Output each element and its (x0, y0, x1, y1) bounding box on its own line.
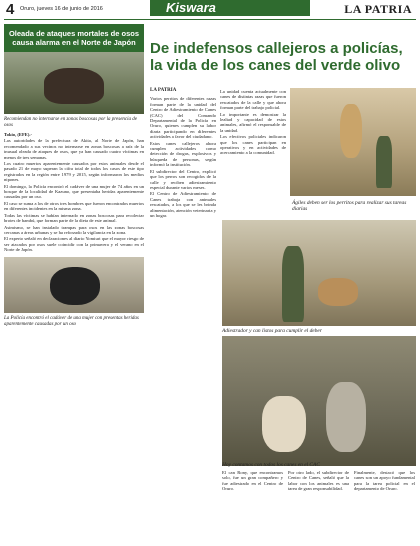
sidebar-headline: Oleada de ataques mortales de osos causa alarma en el Norte de Japón (4, 24, 144, 52)
article-paragraph: La unidad cuenta actualmente con canes de distintas razas que fueron rescatados de la calle y que ahora forman parte del trabajo policial. (220, 89, 286, 111)
sidebar-paragraph: Los cuatro muertos aparentemente causados por estos animales desde el pasado 21 de mayo superan la cifra total de todos los casos de este tipo registrados en la región entre 1979 y 2015, según informaron los medios nipones. (4, 161, 144, 183)
article-paragraph: El subdirector del Centro, explicó que los perros son recogidos de la calle y reciben adiestramiento especial durante varios meses. (150, 168, 216, 190)
sidebar-caption-top: Recomiendan no internarse en zonas boscosas por la presencia de osos (4, 117, 137, 128)
page-date: Oruro, jueves 16 de junio de 2016 (20, 6, 103, 12)
page-header (0, 0, 420, 20)
sidebar-paragraph: Todas las víctimas se habían internado en zonas boscosas para recolectar brotes de bambú, que forman parte de la dieta de este animal. (4, 212, 144, 224)
main-headline: De indefensos callejeros a policías, la vida de los canes del verde olivo (150, 40, 403, 74)
sidebar-caption-bottom: La Policía encontró el cadáver de una mujer con presentas heridas aparentemente causadas por un oso (4, 315, 139, 327)
article-paragraph: Lo importante es demostrar la lealtad y capacidad de estos animales, afirmó el responsable de la unidad. (220, 111, 286, 133)
article-bottom-column: Por otro lado, el subdirector de Centro de Canes, señaló que la labor con los animales es una tarea de gran responsabilidad. (288, 470, 349, 492)
section-title: Kiswara (150, 0, 310, 16)
photo-dogs-kennel (222, 336, 416, 466)
article-paragraph: Varios perritos de diferentes razas forman parte de la unidad del Centro de Adiestramiento de Canes (CAC) del Comando Departamental de la Policía en Oruro, quienes cumplen su labor diaria participando en diferentes actividades a favor del ciudadano. (150, 96, 216, 140)
sidebar-body (4, 132, 144, 253)
bear-photo-bottom (4, 257, 144, 313)
article-byline: LA PATRIA (150, 88, 177, 93)
article-bottom-columns (222, 470, 416, 540)
photo-caption-3: Hoy contamos con todos los canes en el CAC (222, 462, 320, 468)
sidebar-article (4, 24, 144, 542)
article-paragraph: El Centro de Adiestramiento de Canes trabaja con animales rescatados, a los que se les brinda alimentación, atención veterinaria y un hogar. (150, 191, 216, 218)
page-number: 4 (6, 1, 15, 18)
photo-dog-agility (290, 88, 416, 196)
photo-trainer-dog (222, 220, 416, 326)
photo-caption-1: Ágiles deben ser los perritos para realizar sus tareas diarias (292, 200, 407, 212)
sidebar-paragraph: Las autoridades de la prefectura de Akita, al Norte de Japón, han recomendado a sus vecinos no internarse en zonas boscosas a raíz de la inusual oleada de ataques de osos, que ya han causado cuatro víctimas en menos de tres semanas. (4, 138, 144, 160)
bear-photo-top (4, 52, 144, 114)
sidebar-dateline: Tokio, (EFE).- (4, 132, 33, 137)
article-bottom-column: Finalmente, destacó que los canes son un apoyo fundamental para la tarea policial en el departamento de Oruro. (354, 470, 415, 492)
header-rule (4, 19, 416, 20)
sidebar-paragraph: El caso se suma a los de otros tres hombres que fueron encontrados muertos en diferentes incidentes en la misma zona. (4, 200, 144, 212)
article-column-2 (220, 88, 286, 157)
article-paragraph: Los efectivos policiales indicaron que los canes participan en operativos y en actividades de acercamiento a la comunidad. (220, 134, 286, 156)
article-bottom-column: El can Rony, que encontramos solo, fue un gran compañero y fue adiestrado en el Centro de Oruro. (222, 470, 283, 492)
photo-caption-2: Adiestrador y can listos para cumplir el deber (222, 328, 322, 334)
newspaper-brand: LA PATRIA (344, 2, 412, 16)
sidebar-paragraph: El experto señaló en declaraciones al diario Yomiuri que el mayor riesgo de ser atacados por osos suele coincidir con la primavera y el verano en el Norte de Japón. (4, 236, 144, 253)
sidebar-paragraph: Asimismo, se han instalado trampas para osos en las zonas boscosas cercanas a áreas urbanas y se ha reforzado la vigilancia en la zona. (4, 224, 144, 235)
sidebar-paragraph: El domingo, la Policía encontró el cadáver de una mujer de 74 años en un bosque de la localidad de Kazuno, que presentaba heridas aparentemente causadas por un oso. (4, 183, 144, 200)
article-column-1 (150, 88, 216, 219)
article-paragraph: Estos canes callejeros ahora cumplen actividades como detección de drogas, explosivos y búsqueda de personas, según informó la institución. (150, 140, 216, 168)
